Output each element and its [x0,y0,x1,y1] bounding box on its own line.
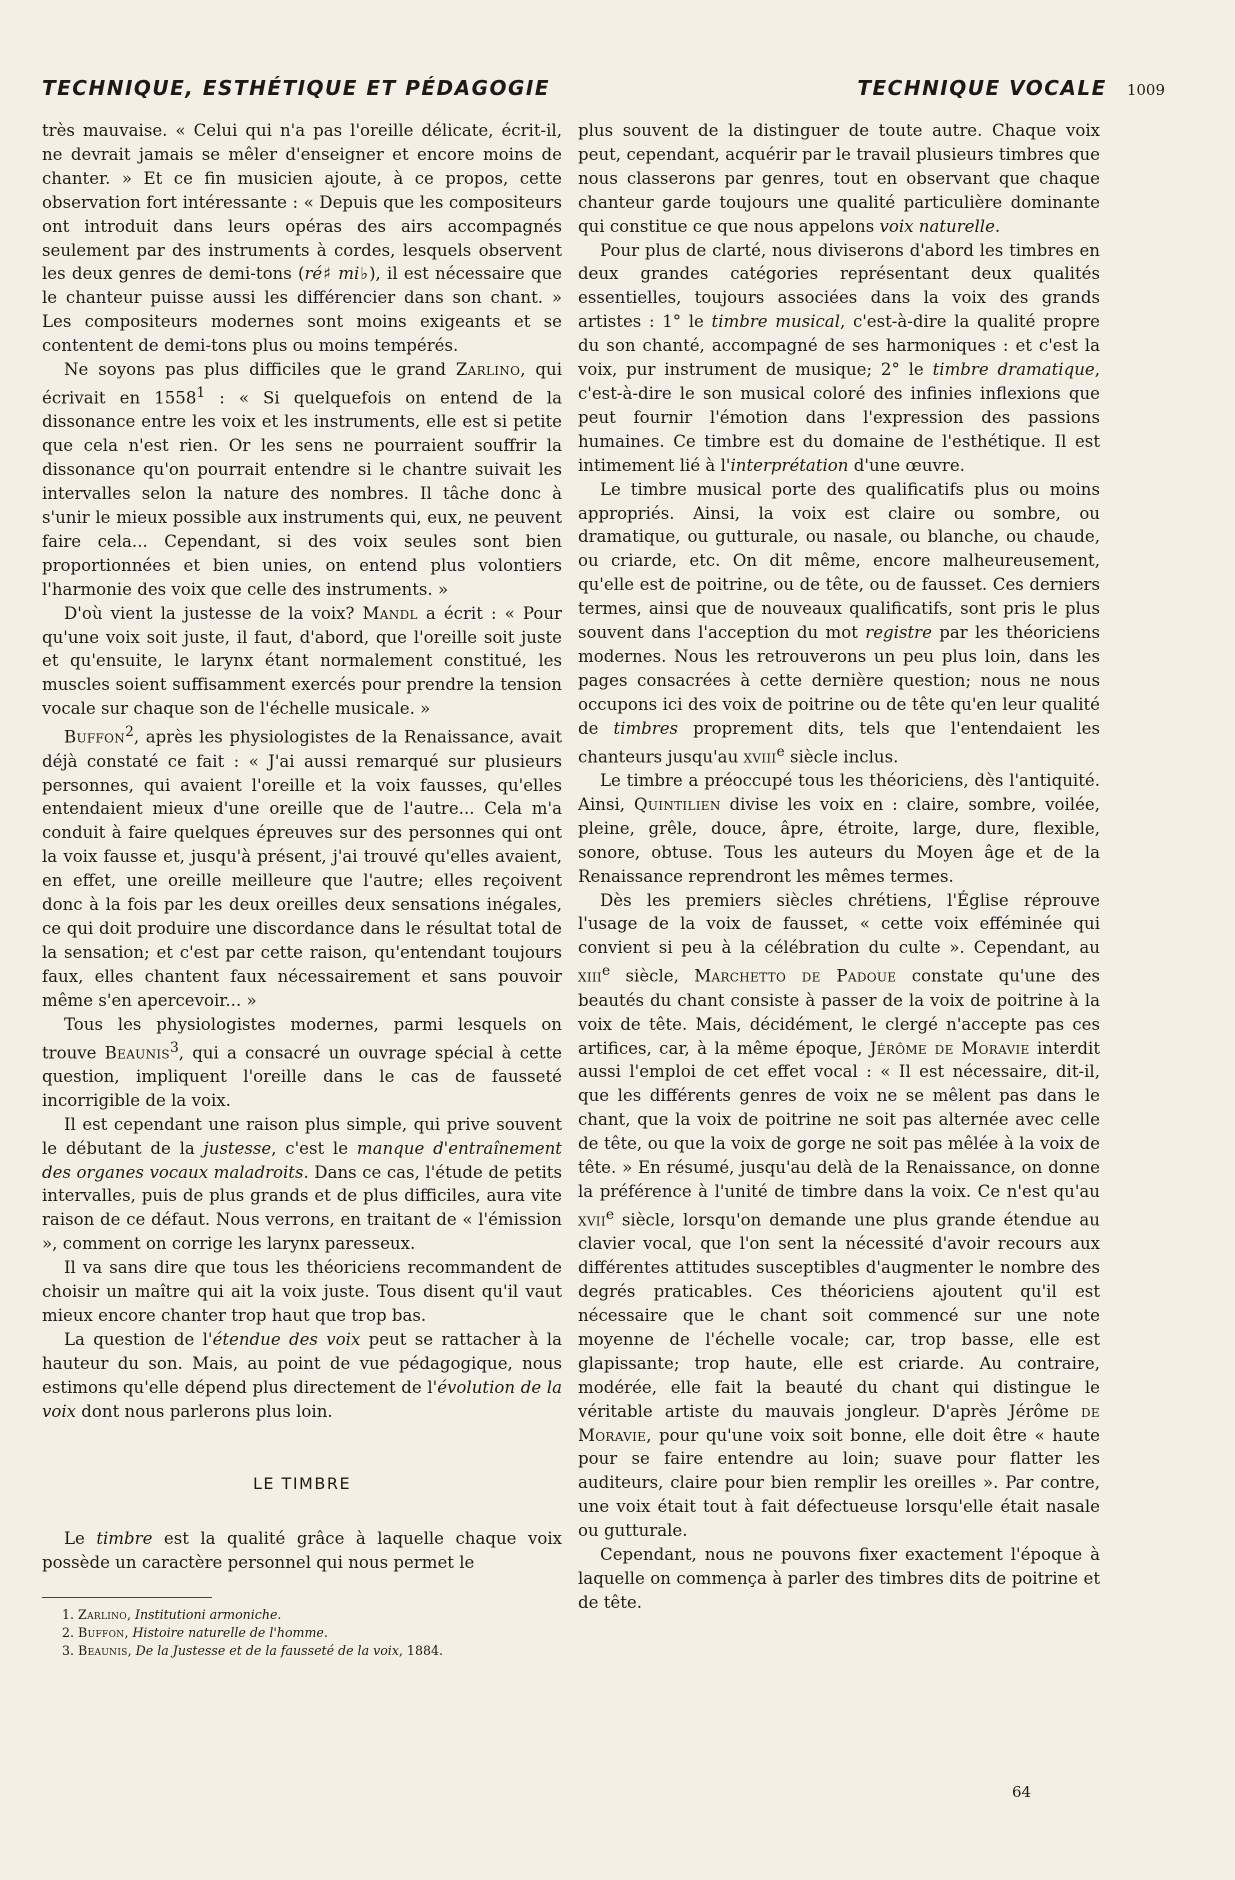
paragraph: D'où vient la justesse de la voix? Mandl a écrit : « Pour qu'une voix soit juste, il faut, d'abord, que l'oreille soit juste et qu'ensuite, le larynx étant normalement constitué, les muscles soient suffisamment exercés pour prendre la tension vocale sur chaque son de l'échelle musicale. » [42,603,562,719]
folio: 64 [1012,1783,1032,1801]
right-column [578,119,1100,1615]
paragraph: Le timbre a préoccupé tous les théoriciens, dès l'antiquité. Ainsi, Quintilien divise les voix en : claire, sombre, voilée, pleine, grêle, douce, âpre, étroite, large, dure, flexible, sonore, obtuse. Tous les auteurs du Moyen âge et de la Renaissance reprendront les mêmes termes. [578,771,1101,886]
paragraph: Pour plus de clarté, nous diviserons d'abord les timbres en deux grandes catégories représentant deux qualités essentielles, toujours associées dans la voix des grands artistes : 1° le timbre musical, c'est-à-dire la qualité propre du son chanté, accompagné de ses harmoniques : et c'est la voix, pur instrument de musique; 2° le timbre dramatique, c'est-à-dire le son musical coloré des infinies inflexions que peut fournir l'émotion dans l'expression des passions humaines. Ce timbre est du domaine de l'esthétique. Il est intimement lié à l'interprétation d'une œuvre. [578,240,1100,475]
running-head-right [857,76,1165,100]
author-name: Mandl [362,603,418,623]
paragraph: Dès les premiers siècles chrétiens, l'Église réprouve l'usage de la voix de fausset, « cette voix efféminée qui convient si peu à la célébration du culte ». Cependant, au xiii$^e$ siècle, Marchetto de Padoue constate qu'une des beautés du chant consiste à passer de la voix de poitrine à la voix de tête. Mais, décidément, le clergé n'accepte pas ces artifices, car, à la même époque, Jérôme de Moravie interdit aussi l'emploi de cet effet vocal : « Il est nécessaire, dit-il, que les différents genres de voix ne se mêlent pas dans le chant, que la voix de poitrine ne soit pas alternée avec celle de tête, ou que la voix de gorge ne soit pas mêlée à la voix de tête. » En résumé, jusqu'au delà de la Renaissance, on donne la préférence à l'unité de timbre dans la voix. Ce n'est qu'au xvii$^e$ siècle, lorsqu'on demande une plus grande étendue au clavier vocal, que l'on sent la nécessité d'avoir recours aux différentes attitudes susceptibles d'augmenter le nombre des degrés praticables. Ces théoriciens ajoutent qu'il est nécessaire que le chant soit commencé sur une note moyenne de l'échelle vocale; car, trop basse, elle est glapissante; trop haute, elle est criarde. Au contraire, modérée, elle fait la beauté du chant qui distingue le véritable artiste du mauvais jongleur. D'après Jérôme de Moravie, pour qu'une voix soit bonne, elle doit être « haute pour se faire entendre au loin; suave pour flatter les auditeurs, claire pour bien remplir les oreilles ». Par contre, une voix était tout à fait défectueuse lorsqu'elle était nasale ou gutturale. [578,890,1100,1541]
author-name: Beaunis [104,1043,170,1063]
paragraph: Ne soyons pas plus difficiles que le grand Zarlino, qui écrivait en 1558$^1$ : « Si quelquefois on entend de la dissonance entre les voix et les instruments, elle est si petite que cela n'est rien. Or les sens ne pourraient souffrir la dissonance qu'on pourrait entendre si le chantre suivait les intervalles selon la nature des nombres. Il tâche donc à s'unir le mieux possible aux instruments qui, eux, ne peuvent faire cela... Cependant, si des voix seules sont bien proportionnées et bien unies, on entend plus volontiers l'harmonie des voix que celle des instruments. » [42,360,562,599]
paragraph: plus souvent de la distinguer de toute autre. Chaque voix peut, cependant, acquérir par le travail plusieurs timbres que nous classerons par genres, tout en observant que chaque chanteur garde toujours une qualité particulière dominante qui constitue ce que nous appelons voix naturelle. [578,121,1100,236]
author-name: Quintilien [633,794,721,814]
left-column [42,119,562,1660]
paragraph: Tous les physiologistes modernes, parmi lesquels on trouve Beaunis$^3$, qui a consacré un ouvrage spécial à cette question, impliquent l'oreille dans le cas de fausseté incorrigible de la voix. [42,1014,562,1110]
paragraph: Le timbre est la qualité grâce à laquelle chaque voix possède un caractère personnel qui nous permet le [42,1529,562,1573]
footnote-ref: 3 [169,1039,179,1056]
paragraph: La question de l'étendue des voix peut se rattacher à la hauteur du son. Mais, au point de vue pédagogique, nous estimons qu'elle dépend plus directement de l'évolution de la voix dont nous parlerons plus loin. [42,1329,562,1421]
paragraph: Cependant, nous ne pouvons fixer exactement l'époque à laquelle on commença à parler des timbres dits de poitrine et de tête. [578,1545,1100,1612]
author-name: Marchetto de Padoue [694,966,897,986]
footnote-ref: 2 [125,724,134,741]
footnote: 1. Zarlino, Institutioni armoniche. [62,1607,282,1623]
page-number: 1009 [1126,81,1165,99]
footnote: 3. Beaunis, De la Justesse et de la fausseté de la voix, 1884. [62,1643,443,1659]
paragraph: Buffon$^2$, après les physiologistes de la Renaissance, avait déjà constaté ce fait : « J'ai aussi remarqué sur plusieurs personnes, qui avaient l'oreille et la voix fausses, qu'elles entendaient mieux d'une oreille que de l'autre... Cela m'a conduit à faire quelques épreuves sur des personnes qui ont la voix fausse et, jusqu'à présent, j'ai trouvé qu'elles avaient, en effet, une oreille meilleure que l'autre; elles reçoivent donc à la fois par les deux oreilles deux sensations inégales, ce qui doit produire une discordance dans le résultat total de la sensation; et c'est par cette raison, qu'entendant toujours faux, elles chantent faux nécessairement et sans pouvoir même s'en apercevoir... » [42,724,562,1010]
paragraph: Il est cependant une raison plus simple, qui prive souvent le débutant de la justesse, c'est le manque d'entraînement des organes vocaux maladroits. Dans ce cas, l'étude de petits intervalles, puis de plus grands et de plus difficiles, aura vite raison de ce défaut. Nous verrons, en traitant de « l'émission », comment on corrige les larynx paresseux. [42,1114,562,1254]
footnote-ref: 1 [196,384,206,401]
author-name: Jérôme de Moravie [869,1038,1030,1058]
footnotes [42,1606,562,1660]
paragraph: très mauvaise. « Celui qui n'a pas l'oreille délicate, écrit-il, ne devrait jamais se mêler d'enseigner et encore moins de chanter. » Et ce fin musicien ajoute, à ce propos, cette observation fort intéressante : « Depuis que les compositeurs ont introduit dans leurs opéras des airs accompagnés seulement par des instruments à cordes, lesquels observent les deux genres de demi-tons (ré♯ mi♭), il est nécessaire que le chanteur puisse aussi les différencier dans son chant. » Les compositeurs modernes sont moins exigeants et se contentent de demi-tons plus ou moins tempérés. [42,121,562,356]
paragraph: Il va sans dire que tous les théoriciens recommandent de choisir un maître qui ait la voix juste. Tous disent qu'il vaut mieux encore chanter trop haut que trop bas. [42,1258,562,1325]
running-head-left: TECHNIQUE, ESTHÉTIQUE ET PÉDAGOGIE [42,76,551,100]
footnote-divider [42,1597,212,1598]
section-title: LE TIMBRE [252,1473,352,1493]
footnote: 2. Buffon, Histoire naturelle de l'homme. [62,1625,328,1641]
author-name: Buffon [64,727,126,747]
paragraph: Le timbre musical porte des qualificatifs plus ou moins appropriés. Ainsi, la voix est claire ou sombre, ou dramatique, ou gutturale, ou nasale, ou blanche, ou chaude, ou criarde, etc. On dit même, encore malheureusement, qu'elle est de poitrine, ou de tête, ou de fausset. Ces derniers termes, ainsi que de nouveaux qualificatifs, sont pris le plus souvent dans l'acception du mot registre par les théoriciens modernes. Nous les retrouverons un peu plus loin, dans les pages consacrées à cette dernière question; nous ne nous occupons ici des voix de poitrine ou de tête qu'en leur qualité de timbres proprement dits, tels que l'entendaient les chanteurs jusqu'au xviii$^e$ siècle inclus. [578,479,1101,767]
running-head-title: TECHNIQUE VOCALE [857,76,1107,100]
author-name: Zarlino [455,360,521,380]
